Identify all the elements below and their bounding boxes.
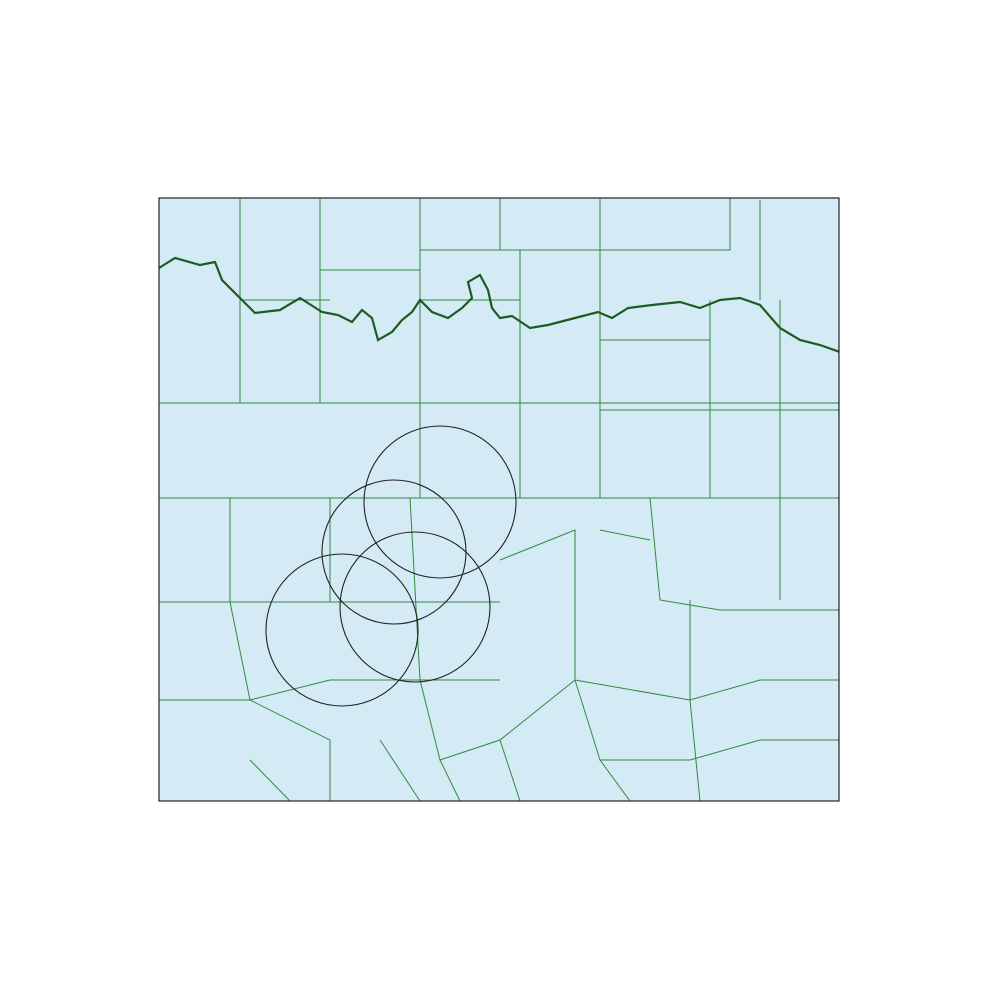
map-background (159, 198, 839, 801)
